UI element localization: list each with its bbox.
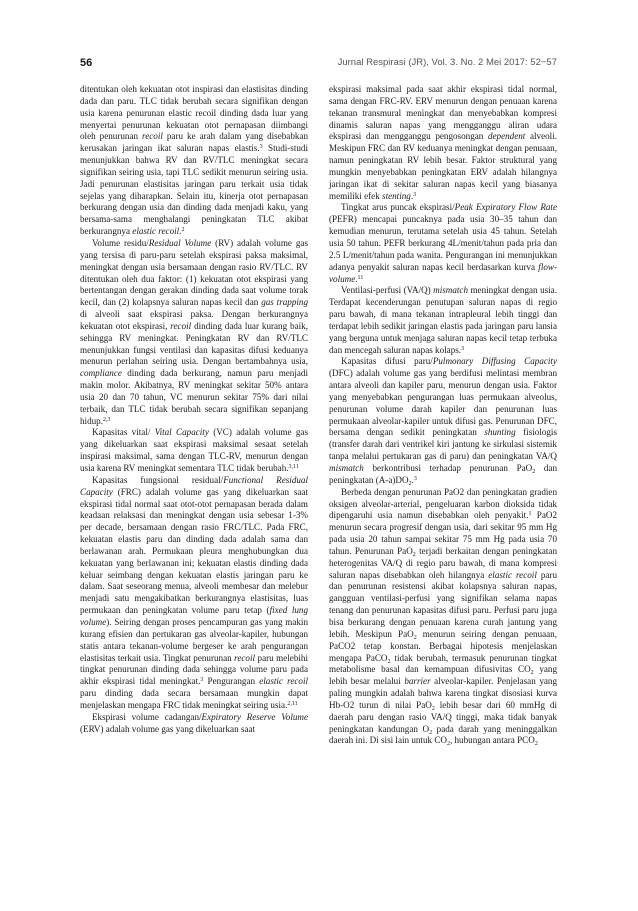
paragraph: Ekspirasi volume cadangan/Expiratory Reserve Volume (ERV) adalah volume gas yang dikeluarkan saat	[80, 711, 308, 734]
paragraph: ekspirasi maksimal pada saat akhir ekspirasi tidal normal, sama dengan FRC-RV. ERV menurun dengan penuaan karena tekanan transmural meningkat dan menyebabkan kompresi dinamis saluran napas yang mengganggu aliran udara ekspirasi dan mengganggu pengosongan dependent alveoli. Meskipun FRC dan RV keduanya meningkat dengan penuaan, namun peningkatan RV lebih besar. Faktor struktural yang mungkin menyebabkan peningkatan ERV adalah hilangnya jaringan ikat di sekitar saluran napas kecil yang biasanya memiliki efek stenting.$^3$	[329, 84, 557, 201]
journal-citation: Jurnal Respirasi (JR), Vol. 3. No. 2 Mei 2017: 52−57	[337, 57, 557, 68]
paragraph: Ventilasi-perfusi (VA/Q) mismatch meningkat dengan usia. Terdapat kecenderungan penutupan saluran napas di regio paru bawah, di mana tekanan intrapleural lebih tinggi dan terdapat lebih sedikit jaringan elastis pada jaringan paru lansia yang berguna untuk menjaga saluran napas kecil tetap terbuka dan mencegah saluran napas kolaps.$^3$	[329, 285, 557, 355]
paragraph: Berbeda dengan penurunan PaO2 dan peningkatan gradien oksigen alveolar-arterial, pengeluaran karbon dioksida tidak dipengaruhi usia namun disebabkan oleh penyakit.$^1$ PaO2 menurun secara progresif dengan usia, dari sekitar 95 mm Hg pada usia 20 tahun sampai sekitar 75 mm Hg pada usia 70 tahun. Penurunan PaO$_2$ terjadi berkaitan dengan peningkatan heterogenitas VA/Q di regio paru bawah, di mana kompresi saluran napas disebabkan oleh hilangnya elastic recoil paru dan penurunan resistensi akibat kolapsnya saluran napas, gangguan ventilasi-perfusi yang signifikan selama napas tenang dan penurunan kapasitas difusi paru. Perfusi paru juga bisa berkurang dengan penuaan karena curah jantung yang lebih. Meskipun PaO$_2$ menurun seiring dengan penuaan, PaCO2 tetap konstan. Berbagai hipotesis menjelaskan mengapa PaCO$_2$ tidak berubah, termasuk penurunan tingkat metabolisme basal dan kemampuan difusivitas $CO_2$ yang lebih besar melalui barrier alveolar-kapiler. Penjelasan yang paling mungkin adalah bahwa karena tingkat disosiasi kurva Hb-O2 turun di nilai PaO$_2$ lebih besar dari 60 mmHg di daerah paru dengan rasio VA/Q tinggi, maka tidak banyak peningkatan kandungan $O_2$ pada darah yang meninggalkan daerah ini. Di sisi lain untuk $CO_2$, hubungan antara $PCO_2$	[329, 486, 558, 748]
paragraph: Kapasitas fungsional residual/Functional Residual Capacity (FRC) adalah volume gas yang dikeluarkan saat ekspirasi tidal normal saat otot-otot pernapasan berada dalam keadaan relaksasi dan meningkat dengan usia sebesar 1-3% per decade, bersamaan dengan rasio FRC/TLC. Pada FRC, kekuatan elastis paru dan dinding dada adalah sama dan berlawanan arah. Permukaan pleura menghubungkan dua kekuatan yang berlawanan ini; kekuatan elastis dinding dada keluar seimbang dengan kekuatan elastis jaringan paru ke dalam. Saat seseorang menua, alveoli membesar dan melebur menjadi satu mengakibatkan berkurangnya elastisitas, luas permukaan dan peningkatan volume paru tetap (fixed lung volume). Seiring dengan proses pencampuran gas yang makin kurang efisien dan pertukaran gas alveolar-kapiler, hubungan statis antara tekanan-volume bergeser ke arah pengurangan elastisitas terkait usia. Tingkat penurunan recoil paru melebihi tingkat penurunan dinding dada sehingga volume paru pada akhir ekspirasi tidal meningkat.$^3$ Pengurangan elastic recoil paru dinding dada secara bersamaan mungkin dapat menjelaskan mengapa FRC tidak meningkat seiring usia.$^{2,11}$	[80, 474, 309, 710]
paragraph: ditentukan oleh kekuatan otot inspirasi dan elastisitas dinding dada dan paru. TLC tidak berubah secara signifikan dengan usia karena penurunan elastic recoil dinding dada luar yang menyertai penurunan kekuatan otot pernapasan diimbangi oleh penurunan recoil paru ke arah dalam yang disebabkan kerusakan jaringan ikat saluran napas elastis.$^3$ Studi-studi menunjukkan bahwa RV dan RV/TLC meningkat secara signifikan seiring usia, tapi TLC sedikit menurun seiring usia. Jadi penurunan elastisitas jaringan paru terkait usia tidak sejelas yang diharapkan. Selain itu, kinerja otot pernapasan berkurang dengan usia dan dinding dada menjadi kaku, yang bersama-sama menghalangi peningkatan TLC akibat berkurangnya elastic recoil.$^2$	[80, 84, 308, 237]
page-number: 56	[80, 57, 93, 69]
paragraph: Volume residu/Residual Volume (RV) adalah volume gas yang tersisa di paru-paru setelah ekspirasi paksa maksimal, meningkat dengan usia bersamaan dengan rasio RV/TLC. RV ditentukan oleh dua faktor: (1) kekuatan otot ekspirasi yang bertentangan dengan gerakan dinding dada saat volume torak kecil, dan (2) kolapsnya saluran napas kecil dan gas trapping di alveoli saat ekspirasi paksa. Dengan berkurangnya kekuatan otot ekspirasi, recoil dinding dada luar kurang baik, sehingga RV meningkat. Peningkatan RV dan RV/TLC menunjukkan fungsi ventilasi dan kapasitas difusi keduanya menurun perlahan seiring usia. Dengan bertambahnya usia, compliance dinding dada berkurang, namun paru menjadi makin molor. Akibatnya, RV meningkat sekitar 50% antara usia 20 dan 70 tahun, VC menurun sekitar 75% dari nilai terbaik, dan TLC tidak berubah secara signifikan sepanjang hidup.$^{2,3}$	[80, 237, 309, 426]
paragraph: Kapasitas vital/ Vital Capacity (VC) adalah volume gas yang dikeluarkan saat ekspirasi maksimal sesaat setelah inspirasi maksimal, sama dengan TLC-RV, menurun dengan usia karena RV meningkat sementara TLC tidak berubah.$^{3,11}$	[80, 427, 308, 473]
paragraph: Kapasitas difusi paru/Pulmonary Diffusing Capacity (DFC) adalah volume gas yang berdifusi melintasi membran antara alveoli dan kapiler paru, menurun dengan usia. Faktor yang menyebabkan pengurangan luas permukaan alveolus, penurunan volume darah kapiler dan penurunan luas permukaan alveolar-kapiler untuk difusi gas. Penurunan DFC, bersama dengan sedikit peningkatan shunting fisiologis (transfer darah dari ventrikel kiri jantung ke sirkulasi sistemik tanpa melalui pertukaran gas di paru) dan peningkatan VA/Q mismatch berkontribusi terhadap penurunan PaO$_2$ dan peningkatan $(A-a)DO_2.^3$	[329, 356, 557, 487]
left-column	[80, 84, 308, 735]
paragraph: Tingkat arus puncak ekspirasi/Peak Expiratory Flow Rate (PEFR) mencapai puncaknya pada usia 30–35 tahun dan kemudian menurun, terutama setelah usia 45 tahun. Setelah usia 50 tahun. PEFR berkurang 4L/menit/tahun pada pria dan 2.5 L/menit/tahun pada wanita. Pengurangan ini menunjukkan adanya penyakit saluran napas kecil berdasarkan kurva flow-volume.$^{11}$	[329, 202, 557, 284]
page-header	[80, 57, 557, 71]
right-column	[329, 84, 557, 747]
